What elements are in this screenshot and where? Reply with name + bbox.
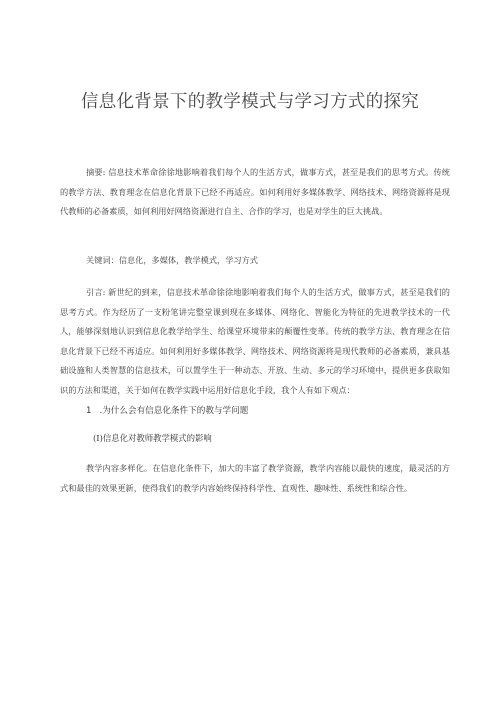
abstract-paragraph: 摘要: 信息技术革命徐徐地影响着我们每个人的生活方式，做事方式，甚至是我们的思考方式。传统的教学方法、教育理念在信息化背景下已经不再适应。如何利用好多媒体教学、网络技术、网络资源将是现代教师的必备素质，如何利用好网络资源进行自主、合作的学习，也是对学生的巨大挑战。 bbox=[60, 167, 450, 216]
document-title: 信息化背景下的教学模式与学习方式的探究 bbox=[80, 92, 420, 112]
section-title: .为什么会有信息化条件下的教与学问题 bbox=[99, 406, 249, 416]
subsection-heading: (I)信息化对教师教学模式的影响 bbox=[93, 433, 212, 443]
section-number: 1 bbox=[86, 406, 92, 416]
keywords-paragraph: 关键词：信息化，多媒体，教学模式，学习方式 bbox=[86, 255, 258, 265]
section-heading bbox=[86, 404, 248, 416]
body-paragraph: 教学内容多样化。在信息化条件下，加大的丰富了教学资源，教学内容能以最快的速度，最灵活的方式和最佳的效果更新，使得我们的教学内容始终保持科学性、直观性、趣味性、系统性和综合性。 bbox=[60, 463, 450, 493]
introduction-paragraph: 引言: 新世纪的到来，信息技术革命徐徐地影响着我们每个人的生活方式，做事方式，甚至是我们的思考方式。作为经历了一支粉笔讲完整堂课到现在多媒体、网络化、智能化为特征的先进教学技术的一代人，能够深刻地认识到信息化教学给学生、给课堂环境带来的颠覆性变革。传统的教学方法、教育理念在信息化背景下已经不再适应。如何利用好多媒体教学、网络技术、网络资源将是现代教师的必备素质，兼具基础设施和人类智慧的信息技术，可以置学生于一种动态、开放、生动、多元的学习环境中，提供更多获取知识的方法和渠道，关于如何在教学实践中运用好信息化手段，我个人有如下观点： bbox=[60, 287, 450, 395]
